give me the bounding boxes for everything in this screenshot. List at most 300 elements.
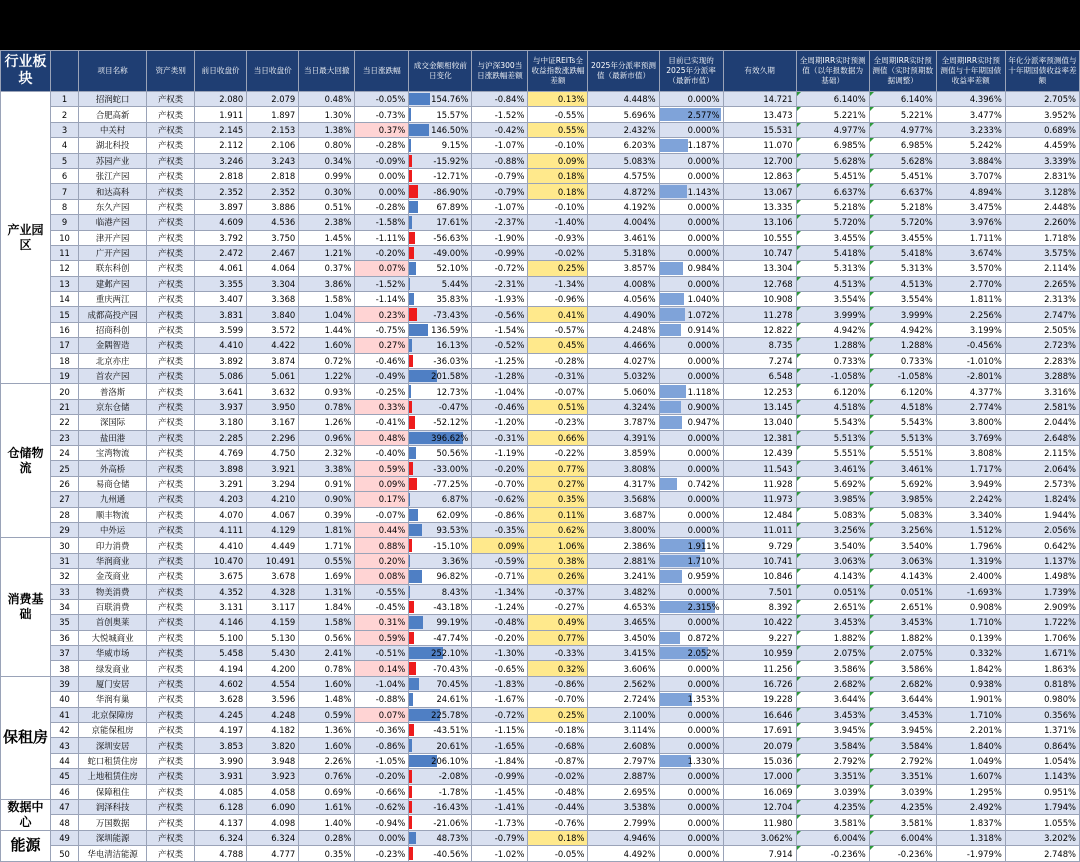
cell-value: 0.99% bbox=[324, 171, 352, 182]
yield-realized bbox=[659, 122, 723, 137]
cell-value: 4.067 bbox=[271, 509, 296, 520]
positive-volume-bar bbox=[409, 509, 417, 521]
table-row[interactable] bbox=[1, 661, 1080, 676]
yield-vs-bond bbox=[1005, 415, 1079, 430]
yield-vs-bond bbox=[1005, 569, 1079, 584]
cell-note-marker bbox=[797, 354, 801, 358]
cell-value: 6 bbox=[61, 171, 68, 182]
irr-vs-bond bbox=[936, 738, 1005, 753]
max-drawdown bbox=[299, 799, 355, 815]
cell-value: 0.000% bbox=[687, 802, 720, 813]
cell-value: -0.42% bbox=[494, 124, 525, 135]
table-row[interactable] bbox=[1, 353, 1080, 368]
table-row[interactable] bbox=[1, 461, 1080, 476]
cell-note-marker bbox=[870, 554, 874, 558]
cell-note-marker bbox=[870, 246, 874, 250]
cell-value: 3.316% bbox=[1044, 386, 1076, 397]
cell-value: 0.872% bbox=[687, 632, 720, 643]
cell-value: 0.000% bbox=[687, 124, 720, 135]
positive-volume-bar bbox=[409, 570, 422, 582]
table-row[interactable] bbox=[1, 138, 1080, 153]
cell-value: 3.304 bbox=[271, 278, 296, 289]
cell-value: 产权类 bbox=[158, 848, 184, 859]
asset-type bbox=[147, 522, 195, 537]
volume-change bbox=[409, 92, 472, 107]
cell-value: 3.540% bbox=[900, 540, 933, 551]
cell-value: 2.044% bbox=[1044, 417, 1076, 428]
prev-close bbox=[195, 461, 247, 476]
irr-vs-bond bbox=[936, 215, 1005, 230]
cell-value: 0.000% bbox=[687, 725, 720, 736]
irr-vs-bond bbox=[936, 815, 1005, 831]
irr-annual bbox=[796, 168, 869, 183]
cell-value: 2.283% bbox=[1044, 355, 1076, 366]
irr-vs-bond bbox=[936, 445, 1005, 460]
table-row[interactable] bbox=[1, 122, 1080, 137]
irr-annual bbox=[796, 215, 869, 230]
cell-value: 1.944% bbox=[1044, 509, 1076, 520]
cell-value: 0.90% bbox=[324, 494, 352, 505]
close bbox=[247, 153, 299, 168]
table-row[interactable] bbox=[1, 707, 1080, 722]
cell-value: 6.203% bbox=[623, 140, 656, 151]
vs-reits-index bbox=[528, 846, 588, 861]
header-2025-yield-forecast: 2025年分派率预测值（最新市值） bbox=[588, 51, 659, 92]
row-index bbox=[51, 415, 79, 430]
cell-value: 4.098 bbox=[271, 817, 296, 828]
cell-value: -0.55% bbox=[375, 586, 406, 597]
cell-value: 0.25% bbox=[557, 263, 585, 274]
irr-vs-bond bbox=[936, 707, 1005, 722]
yield-realized bbox=[659, 769, 723, 784]
volume-change bbox=[409, 199, 472, 214]
vs-reits-index bbox=[528, 307, 588, 322]
cell-value: 产权类 bbox=[158, 740, 184, 751]
cell-value: -1.04% bbox=[494, 386, 525, 397]
cell-value: 0.000% bbox=[687, 617, 720, 628]
cell-value: -0.65% bbox=[494, 663, 525, 674]
cell-value: -0.33% bbox=[554, 648, 585, 659]
table-row[interactable] bbox=[1, 630, 1080, 645]
cell-value: 13.304 bbox=[763, 263, 793, 274]
project-name bbox=[79, 215, 147, 230]
vs-reits-index bbox=[528, 168, 588, 183]
cell-note-marker bbox=[797, 661, 801, 665]
max-drawdown bbox=[299, 353, 355, 368]
cell-value: 8.735 bbox=[768, 340, 793, 351]
cell-value: 0.33% bbox=[378, 402, 406, 412]
cell-value: 0.000% bbox=[687, 217, 720, 228]
daily-change bbox=[355, 815, 409, 831]
close bbox=[247, 846, 299, 861]
volume-change bbox=[409, 122, 472, 137]
table-row[interactable] bbox=[1, 830, 1080, 845]
table-row[interactable] bbox=[1, 445, 1080, 460]
cell-value: 5.628% bbox=[900, 155, 933, 166]
row-index bbox=[51, 168, 79, 183]
irr-realtime bbox=[869, 245, 936, 260]
cell-value: 1.882% bbox=[833, 632, 866, 643]
table-row[interactable] bbox=[1, 615, 1080, 630]
cell-value: -15.92% bbox=[433, 155, 469, 166]
cell-value: 1.371% bbox=[1044, 725, 1076, 736]
project-name bbox=[79, 522, 147, 537]
volume-change bbox=[409, 676, 472, 691]
cell-value: 41 bbox=[59, 709, 70, 720]
cell-value: 0.000% bbox=[687, 155, 720, 166]
cell-note-marker bbox=[797, 523, 801, 527]
table-row[interactable] bbox=[1, 692, 1080, 707]
table-row[interactable] bbox=[1, 276, 1080, 291]
cell-value: 1.711% bbox=[969, 232, 1002, 243]
table-row[interactable] bbox=[1, 492, 1080, 507]
cell-value: -0.86% bbox=[494, 509, 525, 520]
cell-value: 3.581% bbox=[900, 817, 933, 828]
cell-value: 3.792 bbox=[219, 232, 244, 243]
cell-value: 3.461% bbox=[623, 232, 656, 243]
table-row[interactable] bbox=[1, 322, 1080, 337]
daily-change bbox=[355, 646, 409, 661]
cell-value: -0.93% bbox=[554, 232, 585, 243]
daily-change bbox=[355, 276, 409, 291]
table-row[interactable] bbox=[1, 846, 1080, 861]
irr-annual bbox=[796, 153, 869, 168]
table-row[interactable] bbox=[1, 230, 1080, 245]
table-row[interactable] bbox=[1, 430, 1080, 445]
vs-hs300 bbox=[472, 615, 528, 630]
cell-value: 中外运 bbox=[100, 525, 126, 536]
cell-value: 产权类 bbox=[158, 448, 184, 459]
cell-value: 3.540% bbox=[833, 540, 866, 551]
cell-value: -0.66% bbox=[375, 786, 406, 797]
cell-value: 1.319% bbox=[969, 555, 1002, 566]
irr-vs-bond bbox=[936, 661, 1005, 676]
cell-value: 1.26% bbox=[324, 417, 352, 428]
negative-volume-bar bbox=[409, 801, 412, 814]
effective-duration bbox=[723, 322, 796, 337]
cell-value: 1.330% bbox=[687, 755, 720, 766]
cell-value: 40 bbox=[59, 694, 70, 705]
cell-value: 7 bbox=[61, 186, 68, 197]
prev-close bbox=[195, 661, 247, 676]
table-row[interactable] bbox=[1, 553, 1080, 568]
cell-value: 3.628 bbox=[219, 694, 244, 705]
vs-reits-index bbox=[528, 569, 588, 584]
cell-value: 4.328 bbox=[271, 586, 296, 597]
close bbox=[247, 723, 299, 738]
vs-hs300 bbox=[472, 661, 528, 676]
irr-realtime bbox=[869, 476, 936, 491]
vs-hs300 bbox=[472, 399, 528, 414]
vs-hs300 bbox=[472, 445, 528, 460]
table-row[interactable] bbox=[1, 769, 1080, 784]
cell-note-marker bbox=[870, 384, 874, 388]
irr-vs-bond bbox=[936, 784, 1005, 799]
project-name bbox=[79, 676, 147, 691]
cell-value: 2.41% bbox=[324, 648, 352, 659]
yield-vs-bond bbox=[1005, 199, 1079, 214]
cell-value: 2.201% bbox=[969, 725, 1002, 736]
close bbox=[247, 184, 299, 199]
table-row[interactable] bbox=[1, 369, 1080, 384]
cell-value: 10.422 bbox=[763, 617, 793, 628]
cell-value: 3.180 bbox=[219, 417, 244, 428]
table-row[interactable] bbox=[1, 784, 1080, 799]
cell-value: 0.000% bbox=[687, 248, 720, 259]
cell-value: 6.140% bbox=[833, 94, 866, 105]
table-row[interactable] bbox=[1, 799, 1080, 815]
cell-value: 17.61% bbox=[436, 217, 469, 228]
volume-change bbox=[409, 507, 472, 522]
yield-vs-bond bbox=[1005, 384, 1079, 399]
cell-value: 4.377% bbox=[969, 386, 1002, 397]
yield-vs-bond bbox=[1005, 276, 1079, 291]
table-row[interactable] bbox=[1, 676, 1080, 691]
close bbox=[247, 107, 299, 122]
table-row[interactable] bbox=[1, 723, 1080, 738]
effective-duration bbox=[723, 230, 796, 245]
max-drawdown bbox=[299, 245, 355, 260]
table-row[interactable] bbox=[1, 507, 1080, 522]
cell-value: 4.192% bbox=[623, 201, 656, 212]
cell-value: -1.05% bbox=[375, 755, 406, 766]
asset-type bbox=[147, 553, 195, 568]
vs-hs300 bbox=[472, 369, 528, 384]
daily-change bbox=[355, 168, 409, 183]
cell-value: 33 bbox=[59, 586, 70, 597]
table-row[interactable] bbox=[1, 184, 1080, 199]
cell-value: 17.000 bbox=[763, 771, 793, 782]
volume-change bbox=[409, 569, 472, 584]
cell-value: 4.070 bbox=[219, 509, 244, 520]
cell-value: 70.45% bbox=[436, 679, 469, 690]
table-row[interactable] bbox=[1, 815, 1080, 831]
irr-realtime bbox=[869, 153, 936, 168]
cell-value: 3.455% bbox=[833, 232, 866, 243]
volume-change bbox=[409, 399, 472, 414]
cell-value: 2.080 bbox=[219, 94, 244, 105]
cell-value: -0.68% bbox=[554, 740, 585, 751]
prev-close bbox=[195, 553, 247, 568]
cell-value: 0.00% bbox=[378, 186, 406, 197]
yield-forecast bbox=[588, 723, 659, 738]
prev-close bbox=[195, 168, 247, 183]
table-row[interactable] bbox=[1, 215, 1080, 230]
cell-value: 2 bbox=[61, 109, 68, 120]
table-row[interactable] bbox=[1, 476, 1080, 491]
table-row[interactable] bbox=[1, 753, 1080, 768]
cell-value: -0.87% bbox=[554, 755, 585, 766]
asset-type bbox=[147, 415, 195, 430]
cell-value: 3.568% bbox=[623, 494, 656, 505]
cell-value: 深国际 bbox=[100, 417, 126, 428]
cell-value: 2.285 bbox=[219, 432, 244, 443]
daily-change bbox=[355, 307, 409, 322]
table-row[interactable] bbox=[1, 92, 1080, 107]
cell-value: 3.453% bbox=[900, 617, 933, 628]
row-index bbox=[51, 615, 79, 630]
yield-vs-bond bbox=[1005, 430, 1079, 445]
irr-realtime bbox=[869, 538, 936, 553]
cell-value: -0.59% bbox=[494, 555, 525, 566]
cell-value: 0.000% bbox=[687, 494, 720, 505]
cell-note-marker bbox=[797, 692, 801, 696]
irr-realtime bbox=[869, 338, 936, 353]
effective-duration bbox=[723, 830, 796, 845]
cell-value: 5.551% bbox=[900, 448, 933, 459]
table-row[interactable] bbox=[1, 107, 1080, 122]
irr-realtime bbox=[869, 276, 936, 291]
table-row[interactable] bbox=[1, 338, 1080, 353]
cell-value: -1.45% bbox=[494, 786, 525, 797]
cell-value: 3.599 bbox=[219, 325, 244, 336]
cell-note-marker bbox=[870, 400, 874, 404]
prev-close bbox=[195, 261, 247, 276]
row-index bbox=[51, 276, 79, 291]
cell-value: -0.44% bbox=[554, 802, 585, 813]
cell-value: -0.62% bbox=[494, 494, 525, 505]
vs-reits-index bbox=[528, 445, 588, 460]
table-row[interactable] bbox=[1, 168, 1080, 183]
project-name bbox=[79, 245, 147, 260]
cell-value: 产权类 bbox=[158, 325, 184, 336]
volume-change bbox=[409, 353, 472, 368]
cell-value: 0.908% bbox=[969, 602, 1002, 613]
table-row[interactable] bbox=[1, 738, 1080, 753]
irr-vs-bond bbox=[936, 799, 1005, 815]
project-name bbox=[79, 784, 147, 799]
cell-value: 5.628% bbox=[833, 155, 866, 166]
row-index bbox=[51, 138, 79, 153]
yield-realized bbox=[659, 184, 723, 199]
cell-value: 联东科创 bbox=[95, 263, 130, 274]
header-close: 当日收盘价 bbox=[247, 51, 299, 92]
table-row[interactable] bbox=[1, 384, 1080, 399]
project-name bbox=[79, 369, 147, 384]
yield-forecast bbox=[588, 753, 659, 768]
cell-value: 1.288% bbox=[833, 340, 866, 351]
volume-change bbox=[409, 615, 472, 630]
irr-realtime bbox=[869, 738, 936, 753]
table-row[interactable] bbox=[1, 522, 1080, 537]
negative-volume-bar bbox=[409, 232, 415, 244]
close bbox=[247, 261, 299, 276]
cell-note-marker bbox=[797, 600, 801, 604]
header-yield-vs-bond: 年化分派率预测值与十年期国债收益率差额 bbox=[1005, 51, 1079, 92]
table-row[interactable] bbox=[1, 646, 1080, 661]
effective-duration bbox=[723, 292, 796, 307]
cell-value: 4.143% bbox=[900, 571, 933, 582]
yield-forecast bbox=[588, 107, 659, 122]
table-row[interactable] bbox=[1, 399, 1080, 414]
cell-value: 6.128 bbox=[219, 802, 244, 813]
irr-vs-bond bbox=[936, 676, 1005, 691]
cell-value: -36.03% bbox=[433, 355, 469, 366]
cell-value: 3.202% bbox=[1044, 833, 1076, 844]
cell-value: 0.27% bbox=[557, 478, 585, 489]
cell-value: 1.45% bbox=[324, 232, 352, 243]
table-row[interactable] bbox=[1, 307, 1080, 322]
irr-realtime bbox=[869, 399, 936, 414]
cell-value: 1.84% bbox=[324, 602, 352, 613]
table-row[interactable] bbox=[1, 261, 1080, 276]
cell-value: 产权类 bbox=[158, 232, 184, 243]
cell-value: -0.99% bbox=[494, 771, 525, 782]
volume-change bbox=[409, 661, 472, 676]
cell-value: 润泽科技 bbox=[95, 802, 130, 813]
cell-note-marker bbox=[870, 154, 874, 158]
table-row[interactable] bbox=[1, 415, 1080, 430]
irr-vs-bond bbox=[936, 646, 1005, 661]
effective-duration bbox=[723, 461, 796, 476]
asset-type bbox=[147, 261, 195, 276]
cell-value: -2.31% bbox=[494, 278, 525, 289]
vs-hs300 bbox=[472, 138, 528, 153]
cell-value: 3.575% bbox=[1044, 248, 1076, 259]
vs-reits-index bbox=[528, 723, 588, 738]
cell-value: 0.59% bbox=[378, 632, 406, 643]
vs-reits-index bbox=[528, 584, 588, 599]
cell-value: 3.455% bbox=[900, 232, 933, 243]
cell-value: 10.741 bbox=[763, 555, 793, 566]
table-row[interactable] bbox=[1, 245, 1080, 260]
cell-value: -0.07% bbox=[375, 509, 406, 520]
asset-type bbox=[147, 322, 195, 337]
table-row[interactable] bbox=[1, 584, 1080, 599]
max-drawdown bbox=[299, 569, 355, 584]
cell-value: 0.35% bbox=[557, 494, 585, 505]
cell-value: 0.000% bbox=[687, 278, 720, 289]
cell-value: 1.137% bbox=[1044, 555, 1076, 566]
cell-value: 3.687% bbox=[623, 509, 656, 520]
cell-value: 3.985% bbox=[833, 494, 866, 505]
cell-value: -0.10% bbox=[554, 201, 585, 212]
irr-annual bbox=[796, 353, 869, 368]
irr-vs-bond bbox=[936, 353, 1005, 368]
cell-value: 1.739% bbox=[1044, 586, 1076, 597]
cell-value: 4.490% bbox=[623, 309, 656, 320]
cell-value: -1.28% bbox=[494, 371, 525, 382]
daily-change bbox=[355, 430, 409, 445]
cell-value: 0.30% bbox=[324, 186, 352, 197]
table-row[interactable] bbox=[1, 292, 1080, 307]
table-row[interactable] bbox=[1, 153, 1080, 168]
cell-value: 0.733% bbox=[833, 355, 866, 366]
cell-value: -1.40% bbox=[554, 217, 585, 228]
irr-realtime bbox=[869, 830, 936, 845]
table-row[interactable] bbox=[1, 599, 1080, 614]
irr-realtime bbox=[869, 522, 936, 537]
cell-value: 2.075% bbox=[900, 648, 933, 659]
asset-type bbox=[147, 599, 195, 614]
table-row[interactable] bbox=[1, 538, 1080, 553]
cell-note-marker bbox=[870, 492, 874, 496]
daily-change bbox=[355, 338, 409, 353]
cell-note-marker bbox=[797, 415, 801, 419]
cell-value: 11.278 bbox=[763, 309, 793, 320]
negative-volume-bar bbox=[409, 786, 412, 798]
cell-value: 3.167 bbox=[271, 417, 296, 428]
vs-hs300 bbox=[472, 492, 528, 507]
table-row[interactable] bbox=[1, 199, 1080, 214]
cell-value: 0.66% bbox=[557, 432, 585, 443]
positive-volume-bar bbox=[409, 693, 412, 705]
cell-value: 10 bbox=[59, 232, 70, 243]
prev-close bbox=[195, 138, 247, 153]
max-drawdown bbox=[299, 692, 355, 707]
volume-change bbox=[409, 384, 472, 399]
table-row[interactable] bbox=[1, 569, 1080, 584]
